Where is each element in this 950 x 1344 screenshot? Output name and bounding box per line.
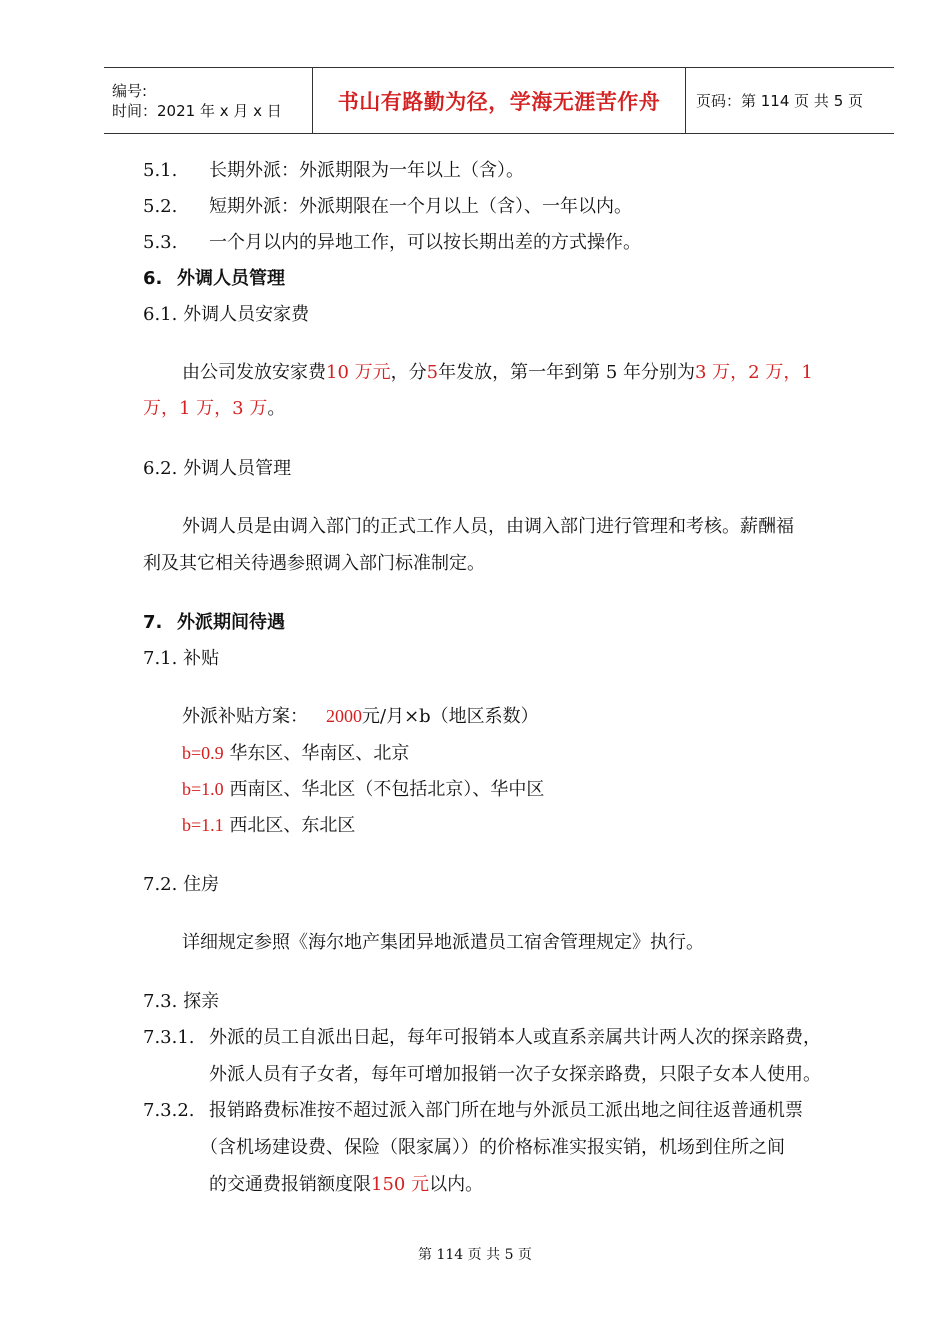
subsection-6-1: 6.1. 外调人员安家费 bbox=[143, 304, 310, 325]
header-page-label: 页码：第 114 页 共 5 页 bbox=[686, 68, 895, 134]
allowance-scheme bbox=[182, 703, 539, 730]
number-label: 编号: bbox=[112, 81, 148, 100]
coefficient-value: b=1.0 bbox=[182, 779, 224, 799]
paragraph-6-2-line1: 外调人员是由调入部门的正式工作人员，由调入部门进行管理和考核。薪酬福 bbox=[182, 516, 794, 537]
paragraph-6-1-line1 bbox=[182, 360, 813, 386]
section-7-num: 7. bbox=[143, 612, 163, 633]
text: 。 bbox=[267, 398, 286, 419]
item-5-1-text: 长期外派：外派期限为一年以上（含）。 bbox=[209, 160, 524, 181]
coefficient-row-1 bbox=[182, 740, 409, 767]
item-5-1-num: 5.1. bbox=[143, 160, 178, 181]
years-highlight: 5 bbox=[426, 362, 439, 383]
schedule-highlight-2: 万，1 万，3 万 bbox=[143, 398, 268, 419]
item-5-1 bbox=[143, 158, 524, 184]
header-motto: 书山有路勤为径，学海无涯苦作舟 bbox=[313, 68, 686, 134]
housing-paragraph: 详细规定参照《海尔地产集团异地派遣员工宿舍管理规定》执行。 bbox=[182, 932, 704, 953]
item-text: 外派的员工自派出日起，每年可报销本人或直系亲属共计两人次的探亲路费， bbox=[209, 1027, 821, 1048]
header-meta bbox=[104, 68, 313, 134]
text: 年发放，第一年到第 5 年分别为 bbox=[438, 362, 695, 383]
item-5-2-num: 5.2. bbox=[143, 196, 178, 217]
subsection-7-1: 7.1. 补贴 bbox=[143, 648, 220, 669]
section-6-heading bbox=[143, 266, 285, 292]
text: ，分 bbox=[390, 362, 427, 383]
section-7-title: 外派期间待遇 bbox=[177, 612, 285, 633]
subsection-6-2: 6.2. 外调人员管理 bbox=[143, 458, 292, 479]
item-5-3-num: 5.3. bbox=[143, 232, 178, 253]
coefficient-value: b=1.1 bbox=[182, 815, 224, 835]
text: 由公司发放安家费 bbox=[182, 362, 326, 383]
section-7-heading bbox=[143, 610, 285, 636]
item-7-3-1-line2: 外派人员有子女者，每年可增加报销一次子女探亲路费，只限子女本人使用。 bbox=[209, 1064, 821, 1085]
item-text: 的交通费报销额度限 bbox=[209, 1174, 371, 1195]
page-footer: 第 114 页 共 5 页 bbox=[418, 1247, 532, 1263]
coefficient-row-2 bbox=[182, 776, 544, 803]
time-label: 时间：2021 年 x 月 x 日 bbox=[112, 101, 282, 120]
item-5-2-text: 短期外派：外派期限在一个月以上（含）、一年以内。 bbox=[209, 196, 632, 217]
scheme-label: 外派补贴方案： bbox=[182, 706, 308, 727]
amount-highlight: 150 元 bbox=[371, 1174, 430, 1195]
item-7-3-2-line3 bbox=[209, 1172, 483, 1198]
subsection-7-3: 7.3. 探亲 bbox=[143, 991, 220, 1012]
item-7-3-2-num: 7.3.2. bbox=[143, 1100, 195, 1121]
section-6-title: 外调人员管理 bbox=[177, 268, 285, 289]
scheme-rest: 元/月×b（地区系数） bbox=[362, 706, 539, 727]
subsection-7-2: 7.2. 住房 bbox=[143, 874, 220, 895]
amount-highlight: 10 万元 bbox=[326, 362, 391, 383]
item-7-3-2-line2: （含机场建设费、保险（限家属））的价格标准实报实销，机场到住所之间 bbox=[200, 1137, 785, 1158]
item-5-3-text: 一个月以内的异地工作，可以按长期出差的方式操作。 bbox=[209, 232, 641, 253]
item-text: 以内。 bbox=[429, 1174, 484, 1195]
coefficient-regions: 西北区、东北区 bbox=[229, 815, 356, 836]
item-5-3 bbox=[143, 230, 641, 256]
header-table bbox=[104, 67, 894, 134]
scheme-amount: 2000 bbox=[326, 706, 362, 726]
paragraph-6-1-line2 bbox=[143, 396, 285, 422]
section-6-num: 6. bbox=[143, 268, 163, 289]
schedule-highlight-1: 3 万，2 万，1 bbox=[695, 362, 813, 383]
coefficient-row-3 bbox=[182, 812, 355, 839]
coefficient-value: b=0.9 bbox=[182, 743, 224, 763]
item-7-3-1-num: 7.3.1. bbox=[143, 1027, 195, 1048]
item-7-3-2-line1 bbox=[143, 1098, 803, 1124]
paragraph-6-2-line2: 利及其它相关待遇参照调入部门标准制定。 bbox=[143, 553, 485, 574]
item-text: 报销路费标准按不超过派入部门所在地与外派员工派出地之间往返普通机票 bbox=[209, 1100, 803, 1121]
item-7-3-1-line1 bbox=[143, 1025, 821, 1051]
coefficient-regions: 西南区、华北区（不包括北京）、华中区 bbox=[229, 779, 545, 800]
item-5-2 bbox=[143, 194, 632, 220]
coefficient-regions: 华东区、华南区、北京 bbox=[229, 743, 410, 764]
